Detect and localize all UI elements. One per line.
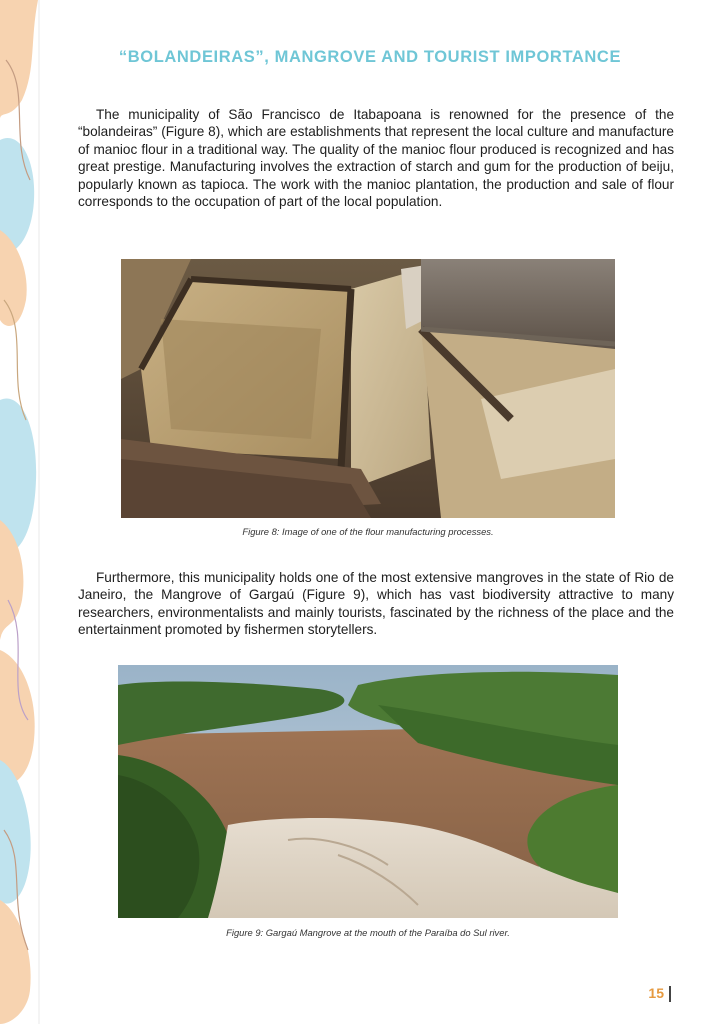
figure-8-image (121, 259, 615, 518)
page-title: “BOLANDEIRAS”, MANGROVE AND TOURIST IMPORTANCE (118, 48, 622, 66)
body-paragraph-1: The municipality of São Francisco de Itabapoana is renowned for the presence of the “bolandeiras” (Figure 8), which are establishments that represent the local culture and manufacture of manioc flour in a traditional way. The quality of the manioc flour produced is recognized and has great prestige. Manufacturing involves the extraction of starch and gum for the production of beiju, popularly known as tapioca. The work with the manioc plantation, the production and sale of flour corresponds to the occupation of part of the local population. (78, 107, 674, 210)
page-number: 15 (648, 985, 664, 1001)
page-number-divider (669, 986, 671, 1002)
figure-9-image (118, 665, 618, 918)
figure-8-caption: Figure 8: Image of one of the flour manufacturing processes. (242, 526, 494, 537)
body-paragraph-2: Furthermore, this municipality holds one of the most extensive mangroves in the state of Rio de Janeiro, the Mangrove of Gargaú (Figure 9), which has vast biodiversity attractive to many researchers, environmentalists and mainly tourists, fascinated by the richness of the place and the entertainment promoted by fishermen storytellers. (78, 570, 674, 638)
side-decoration (0, 0, 40, 1024)
figure-9-caption: Figure 9: Gargaú Mangrove at the mouth of the Paraíba do Sul river. (226, 927, 510, 938)
